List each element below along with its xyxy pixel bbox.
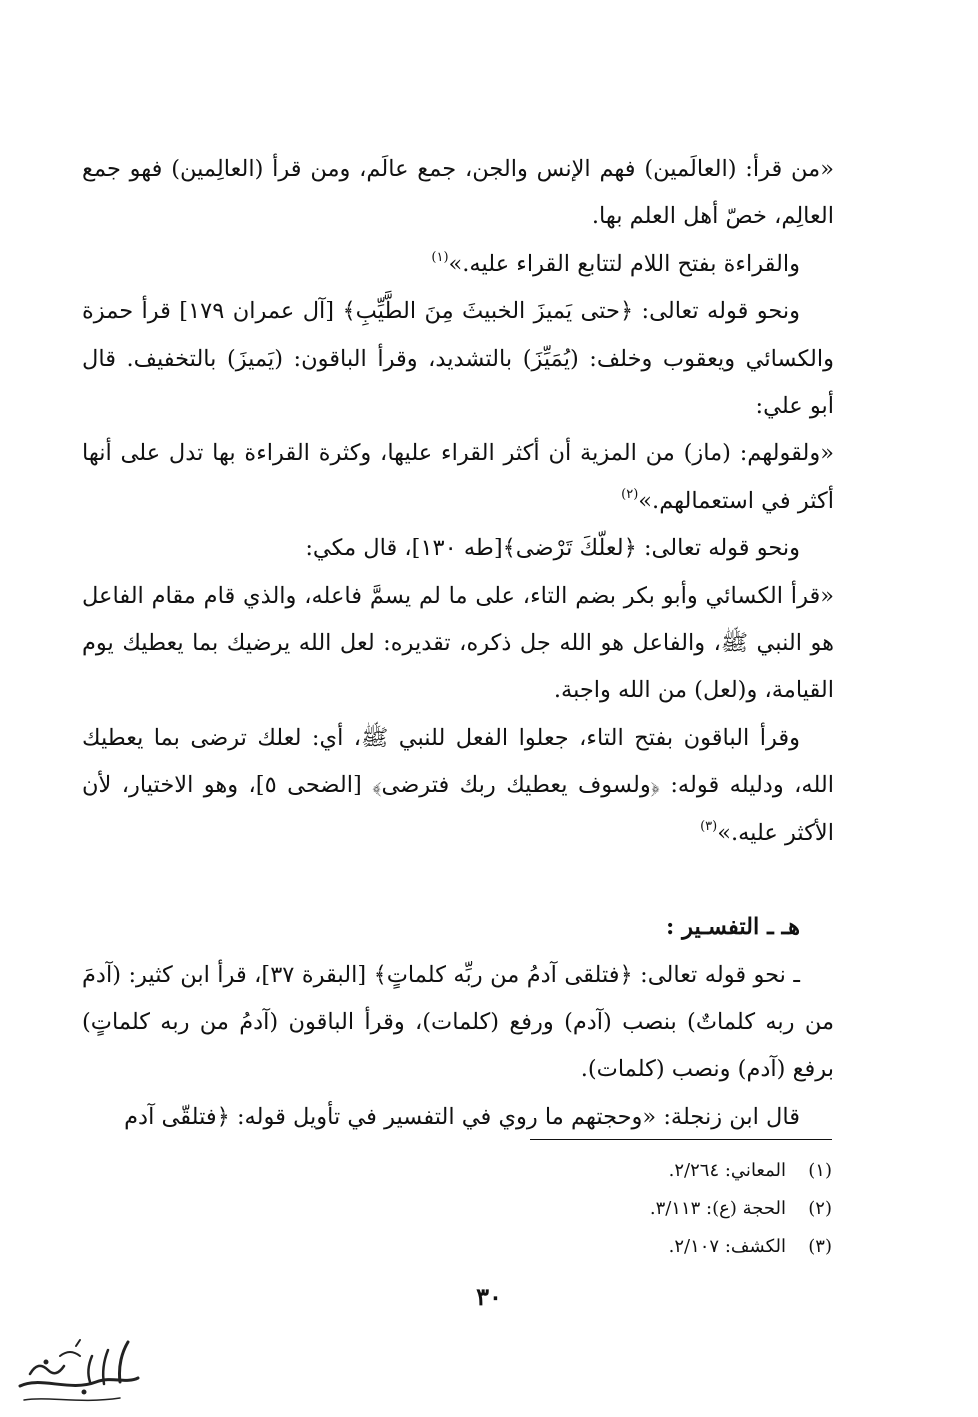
library-stamp-logo [0, 1326, 160, 1416]
paragraph: «قرأ الكسائي وأبو بكر بضم التاء، على ما لم يسمَّ فاعله، والذي قام مقام الفاعل هو النبي ﷺ، والفاعل هو الله جل ذكره، تقديره: لعل الله يرضيك بما يعطيك يوم القيامة، و(لعل) من الله واجبة. [82, 582, 834, 704]
footnote-text: الكشف: ٢/١٠٧. [668, 1236, 786, 1257]
footnote-ref: (١) [431, 249, 449, 265]
paragraph: ـ نحو قوله تعالى: ﴿فتلقى آدمُ من ربِّه كلماتٍ﴾ [البقرة ٣٧]، قرأ ابن كثير: (آدمَ من ربه كلماتٌ) بنصب (آدم) ورفع (كلمات)، وقرأ الباقون (آدمُ من ربه كلماتٍ) برفع (آدم) ونصب (كلمات). [82, 961, 834, 1083]
footnote-divider [530, 1139, 832, 1140]
footnote-number: (٣) [808, 1236, 832, 1257]
main-text [82, 146, 834, 1141]
paragraph: ونحو قوله تعالى: ﴿لعلّكَ تَرْضى﴾[طه ١٣٠]، قال مكي: [305, 535, 800, 562]
footnote-text: الحجة (ع): ٣/١١٣. [649, 1198, 786, 1219]
footnote-ref: (٣) [700, 818, 718, 834]
footnote [432, 1190, 832, 1228]
section-heading: هـ ـ التفسـير : [665, 914, 800, 941]
paragraph: ونحو قوله تعالى: ﴿حتى يَميزَ الخبيثَ مِنَ الطَّيِّبِ﴾ [آل عمران ١٧٩] قرأ حمزة والكسائي ويعقوب وخلف: (يُمَيِّزَ) بالتشديد، وقرأ الباقون: (يَميزَ) بالتخفيف. قال أبو علي: [82, 298, 834, 420]
footnote [432, 1228, 832, 1266]
paragraph: وقرأ الباقون بفتح التاء، جعلوا الفعل للنبي ﷺ، أي: لعلك ترضى بما يعطيك الله، ودليله قوله: ﴿ولسوف يعطيك ربك فترضى﴾ [الضحى ٥]، وهو الاختيار، لأن الأكثر عليه.»$^{(٣)}$ [82, 724, 834, 846]
paragraph: قال ابن زنجلة: «وحجتهم ما روي في التفسير في تأويل قوله: ﴿فتلقّى آدم [124, 1103, 800, 1130]
footnote-text: المعاني: ٢/٢٦٤. [668, 1160, 786, 1181]
footnote-number: (١) [808, 1160, 832, 1181]
paragraph: والقراءة بفتح اللام لتتابع القراء عليه.»$^{(١)}$ [431, 249, 800, 277]
footnote-ref: (٢) [621, 486, 639, 502]
paragraph: «من قرأ: (العالَمين) فهم الإنس والجن، جمع عالَم، ومن قرأ (العالِمين) فهو جمع العالِم، خصّ أهل العلم بها. [82, 156, 834, 230]
footnote-number: (٢) [808, 1198, 832, 1219]
footnotes [432, 1152, 832, 1266]
page-number: ٣٠ [476, 1282, 502, 1311]
paragraph: «ولقولهم: (ماز) من المزية أن أكثر القراء عليها، وكثرة القراءة بها تدل على أنها أكثر في استعمالهم.»$^{(٢)}$ [82, 440, 834, 514]
footnote [432, 1152, 832, 1190]
